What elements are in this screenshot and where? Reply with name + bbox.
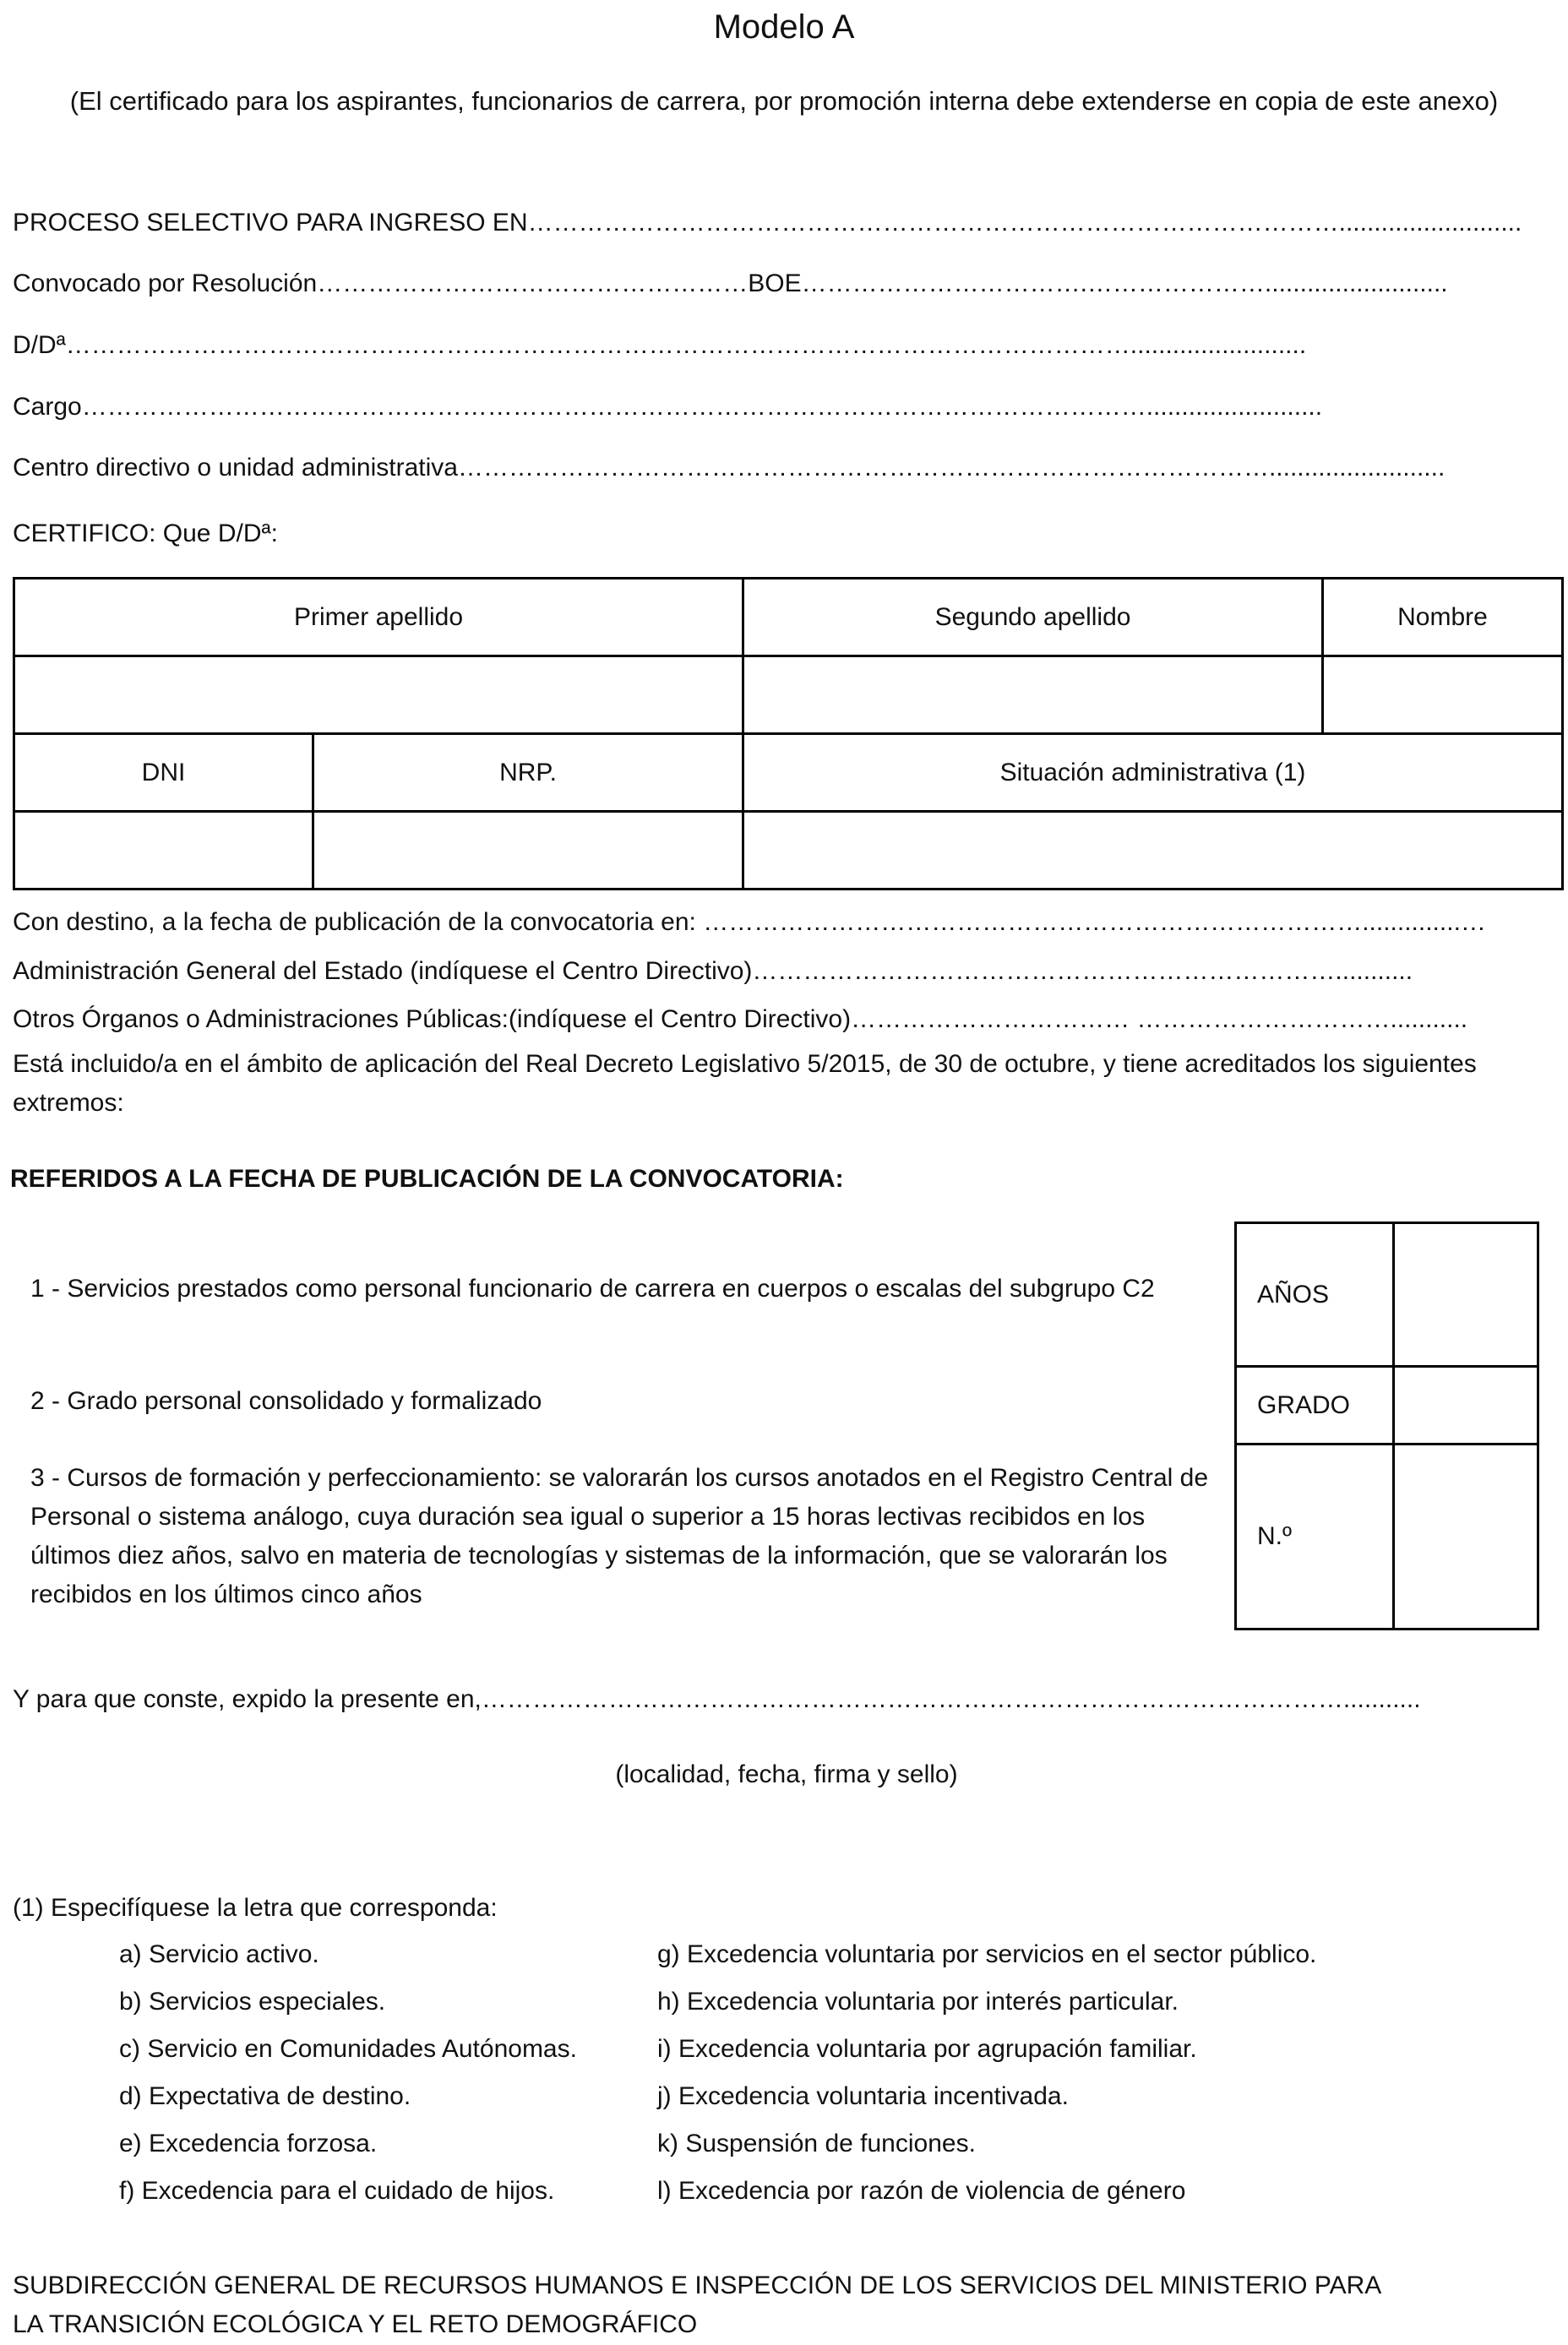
list-item: b) Servicios especiales. xyxy=(119,1988,386,2016)
document-title: Modelo A xyxy=(713,8,855,46)
document-subtitle: (El certificado para los aspirantes, funcionarios de carrera, por promoción interna debe extenderse en copia de este anexo) xyxy=(69,86,1499,116)
numero-value-cell[interactable] xyxy=(1394,1445,1538,1630)
footer-line-2: LA TRANSICIÓN ECOLÓGICA Y EL RETO DEMOGRÁFICO xyxy=(13,2310,698,2338)
otros-label: Otros Órganos o Administraciones Públicas:(indíquese el Centro Directivo) xyxy=(13,1005,852,1033)
otros-field[interactable]: Otros Órganos o Administraciones Públicas:(indíquese el Centro Directivo)…………………………… …………………………........... xyxy=(13,1005,1468,1033)
cargo-label: Cargo xyxy=(13,393,82,421)
requirements-values-table xyxy=(1234,1221,1539,1630)
grado-value-cell[interactable] xyxy=(1394,1367,1538,1445)
list-item: h) Excedencia voluntaria por interés particular. xyxy=(657,1988,1179,2016)
centro-field[interactable]: Centro directivo o unidad administrativa……………………………………………………………………………………......................... xyxy=(13,454,1446,482)
anos-value-cell[interactable] xyxy=(1394,1223,1538,1367)
nombre-cell[interactable] xyxy=(1323,656,1563,734)
segundo-apellido-header: Segundo apellido xyxy=(743,579,1323,656)
proceso-label: PROCESO SELECTIVO PARA INGRESO EN xyxy=(13,209,528,237)
incluido-paragraph: Está incluido/a en el ámbito de aplicación del Real Decreto Legislativo 5/2015, de 30 de octubre, y tiene acreditados los siguientes extremos: xyxy=(13,1050,1477,1117)
dd-label: D/Dª xyxy=(13,331,66,359)
dni-header: DNI xyxy=(14,734,313,812)
convocado-label: Convocado por Resolución xyxy=(13,269,318,297)
expido-label: Y para que conste, expido la presente en, xyxy=(13,1685,482,1713)
nombre-header: Nombre xyxy=(1323,579,1563,656)
firma-caption: (localidad, fecha, firma y sello) xyxy=(615,1760,958,1788)
cargo-field[interactable]: Cargo………………………………………………………………………………………………………………......................... xyxy=(13,393,1323,421)
table-row xyxy=(1236,1223,1538,1367)
dni-cell[interactable] xyxy=(14,812,313,890)
list-item: g) Excedencia voluntaria por servicios en el sector público. xyxy=(657,1940,1317,1968)
age-field[interactable]: Administración General del Estado (indíquese el Centro Directivo)……………………………………………………………........... xyxy=(13,957,1413,985)
nrp-header: NRP. xyxy=(313,734,743,812)
list-item: f) Excedencia para el cuidado de hijos. xyxy=(119,2177,555,2205)
con-destino-label: Con destino, a la fecha de publicación de la convocatoria en: xyxy=(13,908,696,936)
age-label: Administración General del Estado (indíquese el Centro Directivo) xyxy=(13,957,753,985)
requirements-heading: REFERIDOS A LA FECHA DE PUBLICACIÓN DE LA CONVOCATORIA: xyxy=(10,1165,844,1193)
grado-label: GRADO xyxy=(1236,1367,1394,1445)
requirement-2-text: 2 - Grado personal consolidado y formalizado xyxy=(30,1387,542,1415)
footnote-heading: (1) Especifíquese la letra que corresponda: xyxy=(13,1894,498,1922)
numero-label: N.º xyxy=(1236,1445,1394,1630)
boe-label: BOE xyxy=(748,269,802,297)
table-row xyxy=(1236,1367,1538,1445)
list-item: l) Excedencia por razón de violencia de género xyxy=(657,2177,1186,2205)
list-item: k) Suspensión de funciones. xyxy=(657,2130,976,2157)
list-item: j) Excedencia voluntaria incentivada. xyxy=(657,2082,1069,2110)
nrp-cell[interactable] xyxy=(313,812,743,890)
primer-apellido-header: Primer apellido xyxy=(14,579,743,656)
situacion-header: Situación administrativa (1) xyxy=(743,734,1563,812)
centro-label: Centro directivo o unidad administrativa xyxy=(13,454,458,482)
situacion-cell[interactable] xyxy=(743,812,1563,890)
table-row xyxy=(14,579,1563,656)
segundo-apellido-cell[interactable] xyxy=(743,656,1323,734)
convocado-field[interactable]: Convocado por Resolución……………………………………………BOE…………………………….………………….......................... xyxy=(13,269,1448,297)
con-destino-field[interactable]: Con destino, a la fecha de publicación de la convocatoria en: ……………………………………………………………………..............… xyxy=(13,908,1486,936)
proceso-dots: …………………………………………………………………………………….......................... xyxy=(527,209,1522,237)
table-row xyxy=(1236,1445,1538,1630)
anos-label: AÑOS xyxy=(1236,1223,1394,1367)
requirement-1-text: 1 - Servicios prestados como personal funcionario de carrera en cuerpos o escalas del subgrupo C2 xyxy=(30,1275,1155,1303)
table-row xyxy=(14,734,1563,812)
primer-apellido-cell[interactable] xyxy=(14,656,743,734)
table-row xyxy=(14,812,1563,890)
list-item: e) Excedencia forzosa. xyxy=(119,2130,378,2157)
list-item: i) Excedencia voluntaria por agrupación familiar. xyxy=(657,2035,1197,2063)
list-item: c) Servicio en Comunidades Autónomas. xyxy=(119,2035,577,2063)
table-row xyxy=(14,656,1563,734)
dd-field[interactable]: D/Dª………………………………………………………………………………………………………………......................... xyxy=(13,331,1307,359)
requirement-3-text: 3 - Cursos de formación y perfeccionamiento: se valorarán los cursos anotados en el Registro Central de Personal o sistema análogo, cuya duración sea igual o superior a 15 horas lectivas recibidos en los últimos diez años, salvo en materia de tecnologías y sistemas de la información, que se valorarán los recibidos en los últimos cinco años xyxy=(30,1464,1209,1608)
person-data-table xyxy=(13,577,1564,890)
expido-field[interactable]: Y para que conste, expido la presente en,…………………………………………………………………………………………........... xyxy=(13,1685,1421,1713)
proceso-field[interactable] xyxy=(13,208,1559,238)
certifico-label: CERTIFICO: Que D/Dª: xyxy=(13,520,278,547)
list-item: a) Servicio activo. xyxy=(119,1940,319,1968)
list-item: d) Expectativa de destino. xyxy=(119,2082,411,2110)
footer-line-1: SUBDIRECCIÓN GENERAL DE RECURSOS HUMANOS E INSPECCIÓN DE LOS SERVICIOS DEL MINISTERIO PARA xyxy=(13,2272,1382,2299)
